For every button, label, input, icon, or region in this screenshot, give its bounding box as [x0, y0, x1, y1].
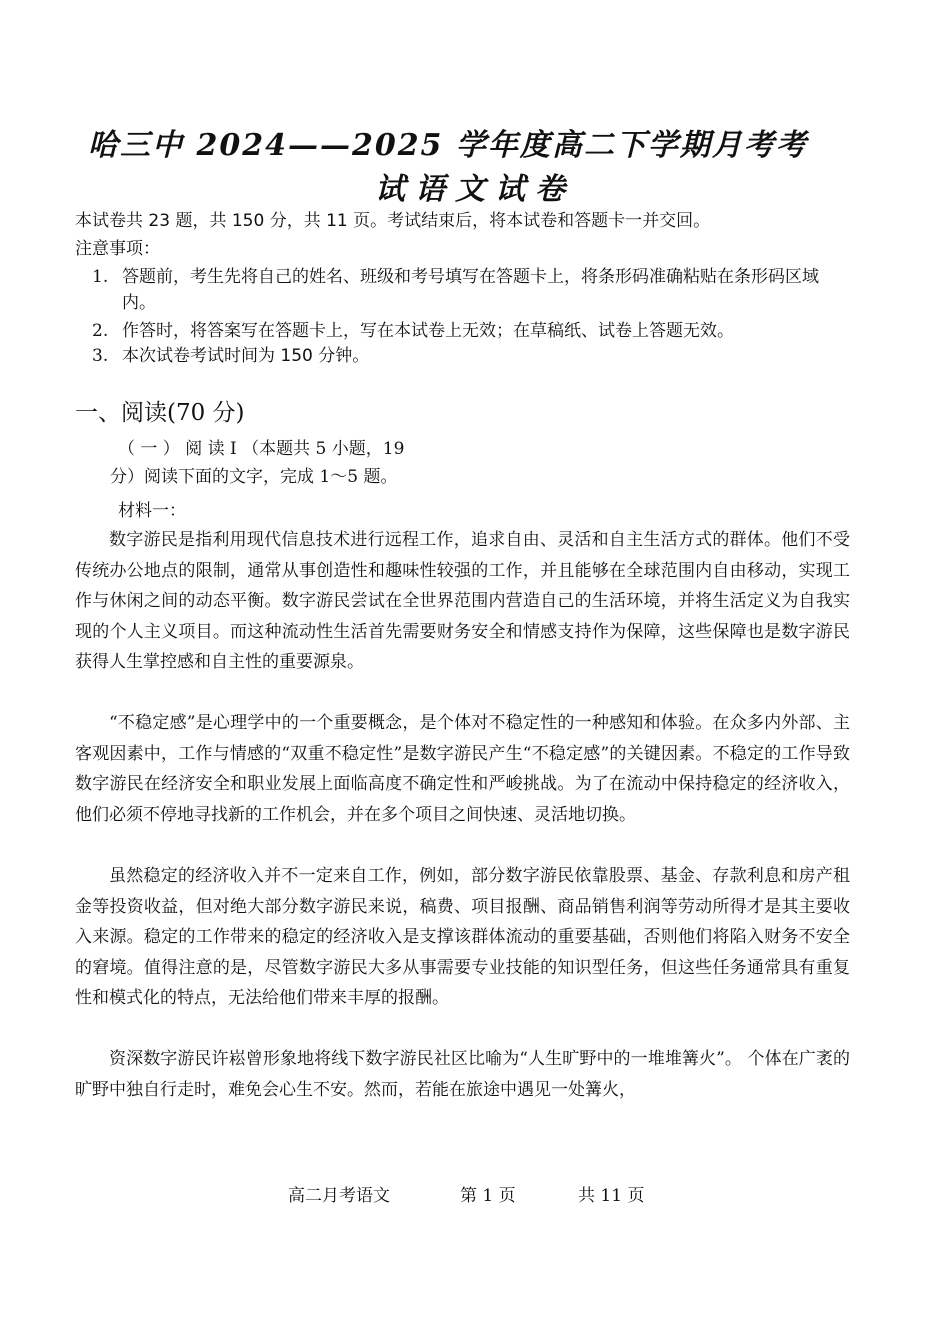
- material-label: 材料一：: [118, 501, 186, 521]
- subsection-heading-line1: （ 一 ） 阅 读 I （本题共 5 小题，19: [118, 439, 405, 459]
- note-item: [92, 343, 852, 369]
- note-number: 2.: [92, 321, 109, 341]
- note-text: 本次试卷考试时间为 150 分钟。: [122, 346, 370, 366]
- subsection-heading-line2: 分）阅读下面的文字，完成 1～5 题。: [110, 467, 398, 487]
- note-text: 答题前，考生先将自己的姓名、班级和考号填写在答题卡上，将条形码准确粘贴在条形码区域内。: [122, 267, 819, 313]
- notes-label: 注意事项：: [75, 239, 160, 259]
- body-paragraph: 资深数字游民许崧曾形象地将线下数字游民社区比喻为“人生旷野中的一堆堆篝火”。 个体在广袤的旷野中独自行走时，难免会心生不安。然而，若能在旅途中遇见一处篝火，: [75, 1049, 850, 1100]
- body-paragraph: 数字游民是指利用现代信息技术进行远程工作，追求自由、灵活和自主生活方式的群体。他们不受传统办公地点的限制，通常从事创造性和趣味性较强的工作，并且能够在全球范围内自由移动，实现工作与休闲之间的动态平衡。数字游民尝试在全世界范围内营造自己的生活环境，并将生活定义为自我实现的个人主义项目。而这种流动性生活首先需要财务安全和情感支持作为保障，这些保障也是数字游民获得人生掌控感和自主性的重要源泉。: [75, 530, 850, 672]
- section-heading: 一、阅读(70 分): [75, 400, 245, 426]
- exam-intro: 本试卷共 23 题，共 150 分，共 11 页。考试结束后，将本试卷和答题卡一并交回。: [75, 211, 711, 231]
- footer-subject: 高二月考语文: [288, 1186, 390, 1206]
- note-number: 1.: [92, 267, 109, 287]
- exam-title-line1: 哈三中 2024——2025 学年度高二下学期月考考: [88, 128, 808, 163]
- body-paragraph: 虽然稳定的经济收入并不一定来自工作，例如，部分数字游民依靠股票、基金、存款利息和房产租金等投资收益，但对绝大部分数字游民来说，稿费、项目报酬、商品销售利润等劳动所得才是其主要收入来源。稳定的工作带来的稳定的经济收入是支撑该群体流动的重要基础，否则他们将陷入财务不安全的窘境。值得注意的是，尽管数字游民大多从事需要专业技能的知识型任务，但这些任务通常具有重复性和模式化的特点，无法给他们带来丰厚的报酬。: [75, 866, 850, 1008]
- note-item: [92, 264, 852, 316]
- body-paragraph: “不稳定感”是心理学中的一个重要概念，是个体对不稳定性的一种感知和体验。在众多内外部、主客观因素中，工作与情感的“双重不稳定性”是数字游民产生“不稳定感”的关键因素。不稳定的工作导致数字游民在经济安全和职业发展上面临高度不确定性和严峻挑战。为了在流动中保持稳定的经济收入，他们必须不停地寻找新的工作机会，并在多个项目之间快速、灵活地切换。: [75, 713, 850, 825]
- note-item: [92, 318, 852, 344]
- exam-title-line2: 试语文试卷: [375, 172, 575, 207]
- note-number: 3.: [92, 346, 109, 366]
- footer-page-number: 第 1 页: [460, 1186, 516, 1206]
- note-text: 作答时，将答案写在答题卡上，写在本试卷上无效；在草稿纸、试卷上答题无效。: [122, 321, 734, 341]
- footer-page-total: 共 11 页: [578, 1186, 645, 1206]
